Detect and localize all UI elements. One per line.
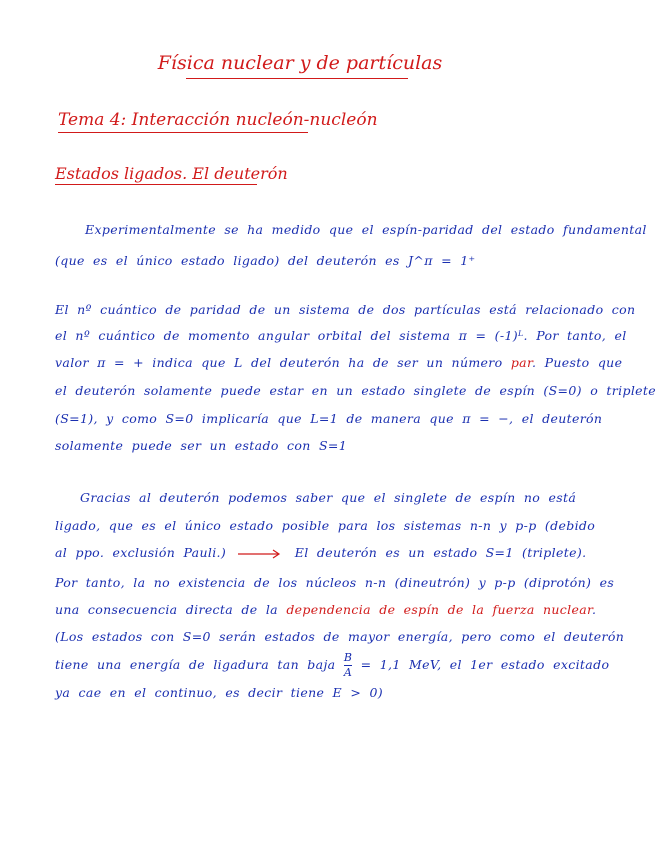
text-segment: una consecuencia directa de la [55, 602, 278, 617]
text-line: ya cae en el continuo, es decir tiene E > 0) [55, 685, 384, 700]
text-segment: al ppo. exclusión Pauli.) [55, 545, 227, 560]
fraction-b-over-a [344, 652, 352, 679]
text-segment: valor π = + indica que L del deuterón ha de ser un número [55, 355, 503, 370]
text-line [55, 545, 586, 560]
text-line [55, 355, 622, 370]
text-segment: = 1,1 MeV, el 1er estado excitado [360, 657, 610, 672]
page-title: Física nuclear y de partículas [157, 52, 443, 74]
highlight-phrase: dependencia de espín de la fuerza nuclear [286, 602, 593, 617]
text-line: solamente puede ser un estado con S=1 [55, 438, 348, 453]
text-line: (S=1), y como S=0 implicaría que L=1 de manera que π = −, el deuterón [55, 411, 603, 426]
text-segment: El deuterón es un estado S=1 (triplete). [294, 545, 587, 560]
text-line [55, 602, 596, 617]
title-underline [186, 78, 408, 79]
text-segment: . [592, 602, 597, 617]
section-heading: Estados ligados. El deuterón [55, 164, 288, 183]
text-line: (que es el único estado ligado) del deuterón es J^π = 1⁺ [55, 253, 476, 268]
text-line: el deuterón solamente puede estar en un estado singlete de espín (S=0) o triplete [55, 383, 656, 398]
fraction-numerator: B [343, 651, 353, 664]
text-line: (Los estados con S=0 serán estados de mayor energía, pero como el deuterón [55, 629, 625, 644]
text-line: El nº cuántico de paridad de un sistema de dos partículas está relacionado con [55, 302, 636, 317]
text-line: ligado, que es el único estado posible para los sistemas n-n y p-p (debido [55, 518, 596, 533]
arrow-right-icon [238, 549, 282, 559]
text-line: Gracias al deuterón podemos saber que el singlete de espín no está [80, 490, 577, 505]
text-segment: . Puesto que [531, 355, 623, 370]
fraction-denominator: A [343, 666, 353, 679]
text-line [55, 652, 609, 679]
text-segment: tiene una energía de ligadura tan baja [55, 657, 336, 672]
text-line: el nº cuántico de momento angular orbital del sistema π = (-1)ᴸ. Por tanto, el [55, 328, 627, 343]
topic-underline [58, 132, 308, 133]
highlight-word: par [510, 355, 532, 370]
text-line: Experimentalmente se ha medido que el espín-paridad del estado fundamental [85, 222, 647, 237]
text-line: Por tanto, la no existencia de los núcleos n-n (dineutrón) y p-p (diprotón) es [55, 575, 615, 590]
topic-heading: Tema 4: Interacción nucleón-nucleón [58, 110, 378, 130]
section-underline [55, 184, 257, 185]
